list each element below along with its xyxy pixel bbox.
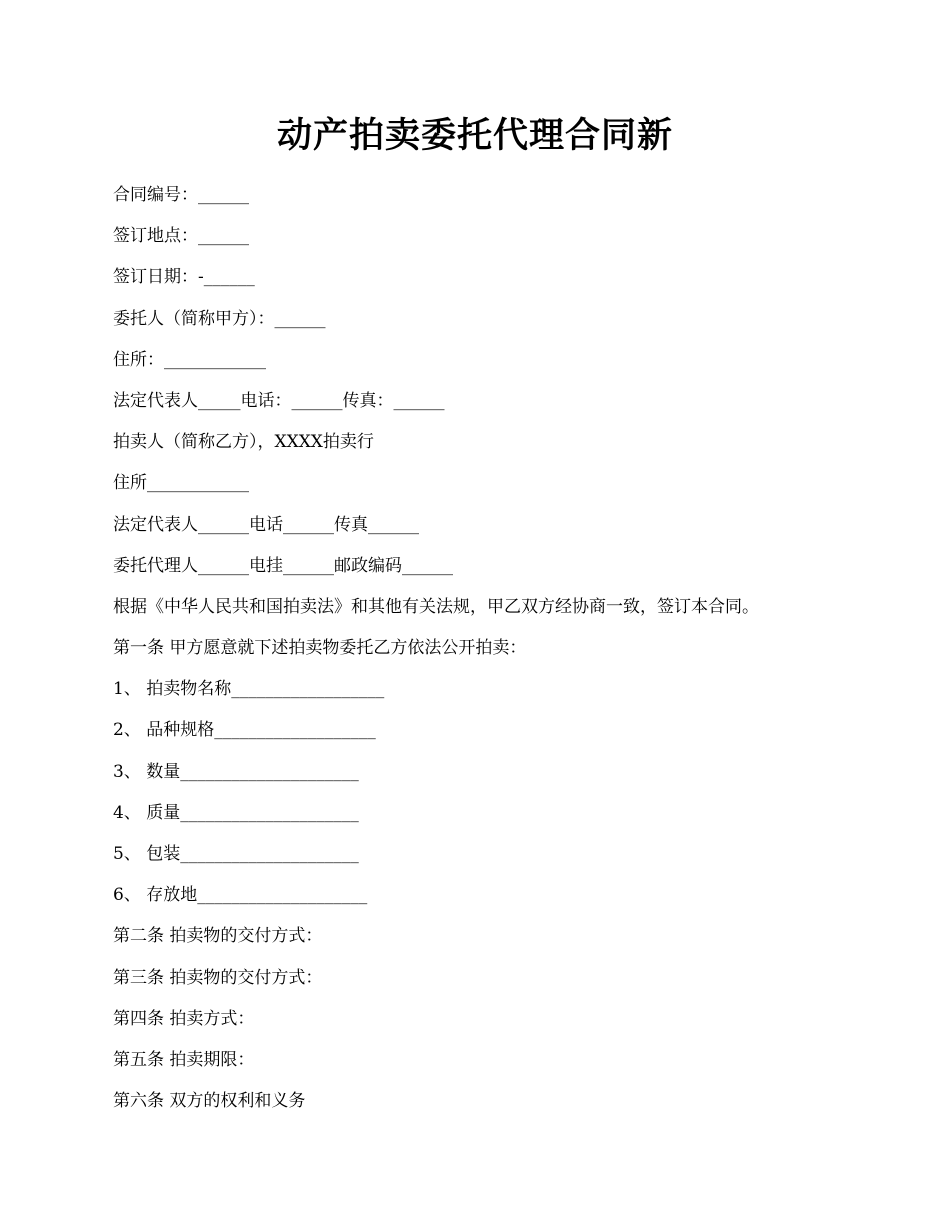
item-quantity-line: 3、 数量_____________________ [113, 761, 359, 782]
item-packaging-line: 5、 包装_____________________ [113, 844, 359, 864]
article-1-heading: 第一条 甲方愿意就下述拍卖物委托乙方依法公开拍卖： [113, 638, 527, 659]
item-name-line: 1、 拍卖物名称__________________ [113, 679, 385, 700]
auctioneer-address-line: 住所____________ [113, 473, 249, 494]
principal-address-line: 住所：____________ [113, 349, 266, 370]
article-5-heading: 第五条 拍卖期限： [113, 1049, 255, 1070]
auctioneer-line: 拍卖人（简称乙方），XXXX拍卖行 [113, 432, 374, 453]
auctioneer-representative-line: 法定代表人______电话______传真______ [113, 514, 419, 535]
article-3-heading: 第三条 拍卖物的交付方式： [113, 967, 323, 988]
signing-place-line: 签订地点：______ [113, 226, 249, 247]
legal-basis-paragraph: 根据《中华人民共和国拍卖法》和其他有关法规，甲乙双方经协商一致，签订本合同。 [113, 596, 759, 617]
principal-line: 委托人（简称甲方）：______ [113, 308, 326, 329]
document-title: 动产拍卖委托代理合同新 [276, 115, 673, 156]
signing-date-line: 签订日期：-______ [113, 267, 255, 288]
item-spec-line: 2、 品种规格___________________ [113, 720, 376, 741]
item-quality-line: 4、 质量_____________________ [113, 802, 359, 823]
contract-number-line: 合同编号：______ [113, 185, 249, 205]
item-storage-line: 6、 存放地____________________ [113, 885, 368, 906]
agent-line: 委托代理人______电挂______邮政编码______ [113, 555, 453, 576]
document-body [113, 175, 873, 1122]
principal-representative-line: 法定代表人_____电话：______传真：______ [113, 390, 445, 411]
article-6-heading: 第六条 双方的权利和义务 [113, 1091, 306, 1112]
article-2-heading: 第二条 拍卖物的交付方式： [113, 926, 323, 947]
article-4-heading: 第四条 拍卖方式： [113, 1008, 255, 1029]
